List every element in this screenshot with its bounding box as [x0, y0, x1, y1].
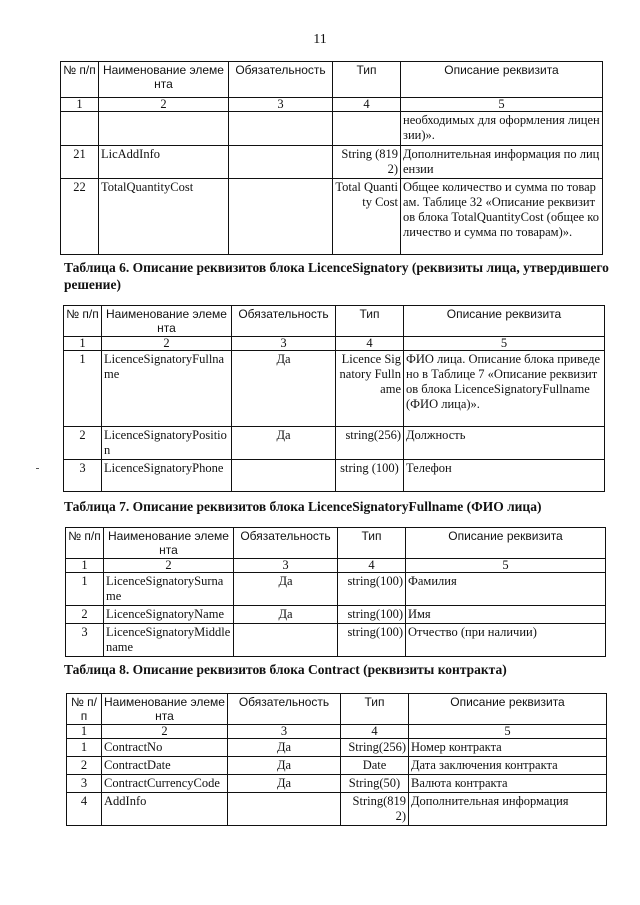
- column-number-row: [66, 559, 606, 573]
- element-name: ContractNo: [102, 739, 228, 757]
- header-required: Обязательность: [228, 694, 341, 725]
- required-value: Да: [228, 775, 341, 793]
- table8-caption: Таблица 8. Описание реквизитов блока Contract (реквизиты контракта): [64, 662, 507, 677]
- table-header-row: [64, 306, 605, 337]
- table-header-row: [61, 62, 603, 98]
- element-name: ContractDate: [102, 757, 228, 775]
- table-row: [66, 573, 606, 606]
- table6: [63, 305, 605, 492]
- type-value: string (100): [336, 460, 404, 492]
- col-num: 4: [341, 725, 409, 739]
- required-value: Да: [232, 351, 336, 427]
- row-number: 3: [67, 775, 102, 793]
- header-type: Тип: [336, 306, 404, 337]
- description-value: необходимых для оформления лицензии)».: [401, 112, 603, 146]
- table-row: [61, 179, 603, 255]
- col-num: 3: [234, 559, 338, 573]
- header-description: Описание реквизита: [406, 528, 606, 559]
- type-value: String(256): [341, 739, 409, 757]
- table-row: [64, 427, 605, 460]
- type-value: String(8192): [341, 793, 409, 826]
- header-description: Описание реквизита: [404, 306, 605, 337]
- table-row: [64, 460, 605, 492]
- description-value: Общее количество и сумма по товарам. Таблице 32 «Описание реквизитов блока TotalQuantityCost (общее количество и сумма по товарам)».: [401, 179, 603, 255]
- table-row: [66, 606, 606, 624]
- type-value: string(100): [338, 573, 406, 606]
- table-row: [64, 351, 605, 427]
- table6-caption: Таблица 6. Описание реквизитов блока LicenceSignatory (реквизиты лица, утвердившего решение): [64, 260, 609, 292]
- table-row: [67, 739, 607, 757]
- element-name: TotalQuantityCost: [99, 179, 229, 255]
- row-number: 1: [67, 739, 102, 757]
- scan-edge-mark: [36, 468, 39, 469]
- row-number: 1: [66, 573, 104, 606]
- table-row: [67, 775, 607, 793]
- col-num: 2: [102, 337, 232, 351]
- header-element-name: Наименование элемента: [102, 694, 228, 725]
- table-header-row: [67, 694, 607, 725]
- header-type: Тип: [341, 694, 409, 725]
- description-value: Фамилия: [406, 573, 606, 606]
- row-number: 1: [64, 351, 102, 427]
- description-value: Валюта контракта: [409, 775, 607, 793]
- table-row: [67, 757, 607, 775]
- type-value: String(50): [341, 775, 409, 793]
- row-number: 4: [67, 793, 102, 826]
- header-required: Обязательность: [234, 528, 338, 559]
- description-value: Дополнительная информация: [409, 793, 607, 826]
- type-value: string(100): [338, 624, 406, 657]
- table-header-row: [66, 528, 606, 559]
- col-num: 2: [102, 725, 228, 739]
- table7: [65, 527, 606, 657]
- element-name: LicenceSignatorySurname: [104, 573, 234, 606]
- col-num: 1: [64, 337, 102, 351]
- header-number: № п/п: [66, 528, 104, 559]
- col-num: 1: [66, 559, 104, 573]
- column-number-row: [64, 337, 605, 351]
- row-number: [61, 112, 99, 146]
- type-value: String (8192): [333, 146, 401, 179]
- col-num: 3: [232, 337, 336, 351]
- col-num: 4: [333, 98, 401, 112]
- element-name: LicAddInfo: [99, 146, 229, 179]
- type-value: Licence Signatory Fullname: [336, 351, 404, 427]
- element-name: LicenceSignatoryMiddlename: [104, 624, 234, 657]
- required-value: Да: [228, 739, 341, 757]
- type-value: string(100): [338, 606, 406, 624]
- element-name: ContractCurrencyCode: [102, 775, 228, 793]
- row-number: 21: [61, 146, 99, 179]
- header-element-name: Наименование элемента: [104, 528, 234, 559]
- col-num: 5: [404, 337, 605, 351]
- header-required: Обязательность: [229, 62, 333, 98]
- col-num: 4: [336, 337, 404, 351]
- col-num: 4: [338, 559, 406, 573]
- type-value: Total Quantity Cost: [333, 179, 401, 255]
- header-type: Тип: [338, 528, 406, 559]
- required-value: [232, 460, 336, 492]
- required-value: Да: [228, 757, 341, 775]
- table7-caption: Таблица 7. Описание реквизитов блока LicenceSignatoryFullname (ФИО лица): [64, 499, 542, 514]
- header-number: № п/п: [64, 306, 102, 337]
- required-value: Да: [234, 573, 338, 606]
- row-number: 2: [64, 427, 102, 460]
- col-num: 3: [229, 98, 333, 112]
- description-value: Телефон: [404, 460, 605, 492]
- description-value: Отчество (при наличии): [406, 624, 606, 657]
- description-value: Дополнительная информация по лицензии: [401, 146, 603, 179]
- header-element-name: Наименование элемента: [102, 306, 232, 337]
- element-name: LicenceSignatoryName: [104, 606, 234, 624]
- description-value: Дата заключения контракта: [409, 757, 607, 775]
- required-value: [229, 179, 333, 255]
- type-value: [333, 112, 401, 146]
- col-num: 5: [406, 559, 606, 573]
- col-num: 1: [61, 98, 99, 112]
- required-value: [229, 112, 333, 146]
- required-value: Да: [232, 427, 336, 460]
- description-value: Номер контракта: [409, 739, 607, 757]
- col-num: 2: [104, 559, 234, 573]
- element-name: LicenceSignatoryPosition: [102, 427, 232, 460]
- header-number: № п/п: [67, 694, 102, 725]
- row-number: 2: [66, 606, 104, 624]
- element-name: AddInfo: [102, 793, 228, 826]
- page-number: 11: [313, 32, 327, 47]
- header-description: Описание реквизита: [401, 62, 603, 98]
- required-value: [229, 146, 333, 179]
- col-num: 5: [401, 98, 603, 112]
- required-value: [234, 624, 338, 657]
- required-value: Да: [234, 606, 338, 624]
- table-row: [67, 793, 607, 826]
- header-description: Описание реквизита: [409, 694, 607, 725]
- col-num: 5: [409, 725, 607, 739]
- header-required: Обязательность: [232, 306, 336, 337]
- element-name: LicenceSignatoryPhone: [102, 460, 232, 492]
- table-row: [61, 146, 603, 179]
- col-num: 3: [228, 725, 341, 739]
- row-number: 22: [61, 179, 99, 255]
- column-number-row: [67, 725, 607, 739]
- element-name: [99, 112, 229, 146]
- description-value: Имя: [406, 606, 606, 624]
- type-value: string(256): [336, 427, 404, 460]
- table-row: [66, 624, 606, 657]
- element-name: LicenceSignatoryFullname: [102, 351, 232, 427]
- required-value: [228, 793, 341, 826]
- type-value: Date: [341, 757, 409, 775]
- description-value: Должность: [404, 427, 605, 460]
- col-num: 2: [99, 98, 229, 112]
- row-number: 3: [66, 624, 104, 657]
- table8: [66, 693, 607, 826]
- header-number: № п/п: [61, 62, 99, 98]
- header-type: Тип: [333, 62, 401, 98]
- column-number-row: [61, 98, 603, 112]
- table-continuation: [60, 61, 603, 255]
- row-number: 2: [67, 757, 102, 775]
- table-row: [61, 112, 603, 146]
- description-value: ФИО лица. Описание блока приведено в Таблице 7 «Описание реквизитов блока LicenceSignatoryFullname (ФИО лица)».: [404, 351, 605, 427]
- header-element-name: Наименование элемента: [99, 62, 229, 98]
- col-num: 1: [67, 725, 102, 739]
- row-number: 3: [64, 460, 102, 492]
